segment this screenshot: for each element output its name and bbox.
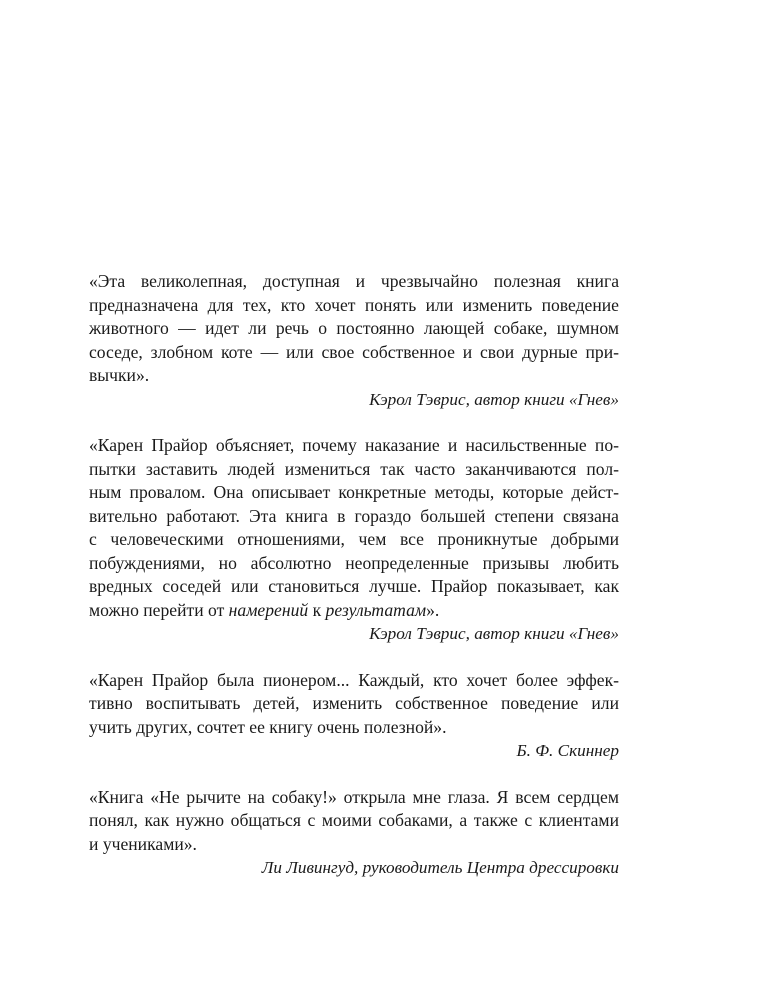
quote-line: и учениками». — [89, 833, 197, 854]
quote-line: побуждениями, но абсолютно неопределенные призывы любить — [89, 552, 619, 573]
quote-line: животного — идет ли речь о постоянно лающей собаке, шумном — [89, 318, 619, 338]
quote-line: предназначена для тех, кто хочет понять или изменить поведение — [89, 294, 619, 315]
quote-line: вительно работают. Эта книга в гораздо большей степени связана — [89, 505, 619, 526]
quote-line: «Карен Прайор объясняет, почему наказание и насильственные по- — [89, 435, 619, 455]
quote-text: можно перейти от — [89, 599, 229, 620]
quote-block — [89, 434, 619, 646]
emphasized-word: результатам — [325, 599, 427, 620]
quote-line: «Карен Прайор была пионером... Каждый, кто хочет более эффек- — [89, 669, 619, 690]
quote-block — [89, 270, 619, 411]
quote-attribution: Ли Ливингуд, руководитель Центра дрессировки — [261, 858, 619, 877]
quote-line: ным провалом. Она описывает конкретные методы, которые дейст- — [89, 482, 619, 502]
quote-line: вычки». — [89, 365, 150, 385]
quote-line — [89, 599, 619, 623]
quote-line: «Эта великолепная, доступная и чрезвычайно полезная книга — [89, 271, 619, 291]
quote-block — [89, 786, 619, 880]
quote-line: понял, как нужно общаться с моими собаками, а также с клиентами — [89, 810, 619, 830]
quote-line: вредных соседей или становиться лучше. Прайор показывает, как — [89, 576, 619, 596]
quote-attribution: Кэрол Тэврис, автор книги «Гнев» — [369, 389, 619, 409]
quote-line: тивно воспитывать детей, изменить собственное поведение или — [89, 693, 619, 713]
quote-line: «Книга «Не рычите на собаку!» открыла мне глаза. Я всем сердцем — [89, 786, 619, 807]
quote-text: к — [308, 599, 326, 620]
quote-line: учить других, сочтет ее книгу очень полезной». — [89, 716, 447, 737]
quote-line: соседе, злобном коте — или свое собственное и свои дурные при- — [89, 341, 619, 362]
quote-block — [89, 669, 619, 763]
praise-quotes — [89, 270, 619, 903]
quote-attribution: Б. Ф. Скиннер — [516, 741, 619, 760]
quote-text: ». — [426, 599, 440, 620]
emphasized-word: намерений — [228, 599, 309, 620]
quote-line: пытки заставить людей измениться так часто заканчиваются пол- — [89, 458, 619, 479]
quote-line: с человеческими отношениями, чем все проникнутые добрыми — [89, 529, 619, 549]
quote-attribution: Кэрол Тэврис, автор книги «Гнев» — [369, 624, 619, 643]
